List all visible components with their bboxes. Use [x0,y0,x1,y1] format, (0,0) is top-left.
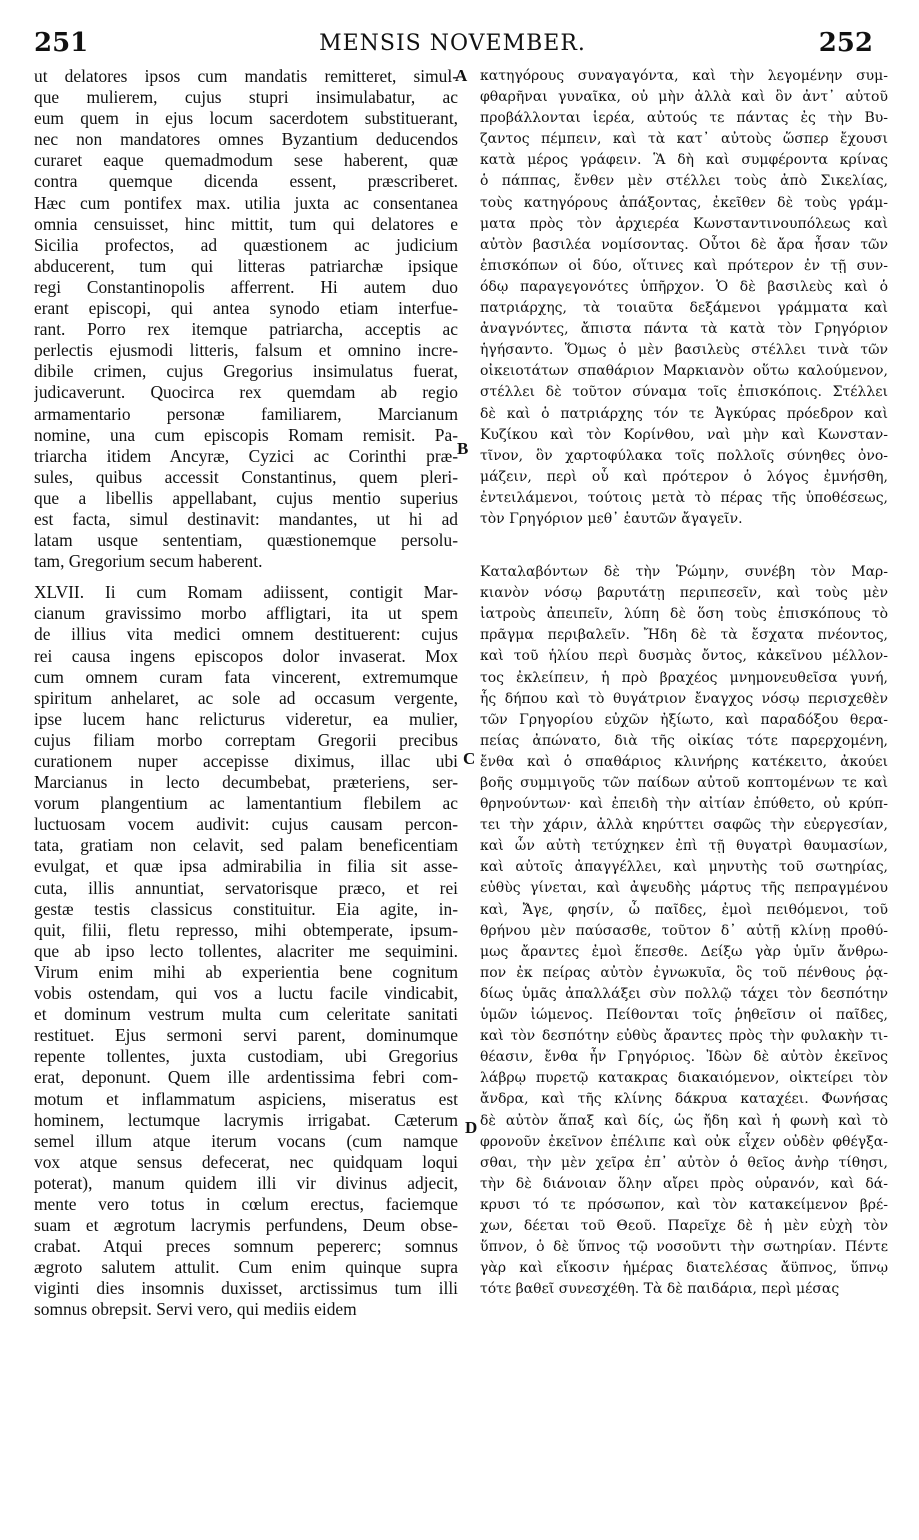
greek-text-line: ἧς δήπου καὶ τὸ θυγάτριον ἔναγχος νόσῳ περισχεθὲν [480,690,888,707]
greek-text-line: ἄνδρα, καὶ τῆς κλίνης δάκρυα καταχέει. Φωνήσας [480,1091,888,1108]
greek-text-line: ὕπνον, ὁ δὲ ὕπνος τῷ νοσοῦντι τὴν σωτηρίαν. Πέντε [480,1239,888,1256]
greek-text-line: ἔνθα καὶ ὁ σπαθάριος κλινήρης κατέκειτο, ἀκούει [480,753,888,770]
greek-column [480,66,888,1300]
latin-text-line: poterat), manum quidem illi vir divinus adjecit, [34,1172,458,1193]
latin-text-line: mente vero totus in cœlum erectus, faciemque [34,1193,458,1214]
greek-text-line: τοὺς κατηγόρους ἀπάξοντας, ἐκεῖθεν δὲ τοὺς γράμ- [480,194,888,211]
latin-text-line: eum quem in ejus locum sacerdotem substituerant, [34,108,458,129]
greek-text-line: τει τὴν χάριν, ἀλλὰ κηρύττει σαφῶς τὴν εὐεργεσίαν, [480,817,888,834]
greek-text-line: Καταλαβόντων δὲ τὴν Ῥώμην, συνέβη τὸν Μαρ- [480,564,888,581]
greek-text-line: δὲ καὶ ὁ πατριάρχης τόν τε Ἀγκύρας πρόεδρον καὶ [480,405,888,422]
latin-text-line: motum et inflammatum aspiciens, miseratus est [34,1088,458,1109]
latin-text-line: cujus filiam morbo correptam Gregorii precibus [34,729,458,750]
greek-text-line: κρυσι τό τε πρόσωπον, καὶ τὸν κατακείμενον βρέ- [480,1196,888,1213]
latin-text-line: curationem nuper accepisse diximus, illac ubi [34,751,458,771]
latin-text-line: omnia censuisset, hinc mittit, tum qui delatores e [34,213,458,234]
greek-text-line: δίως ὑμᾶς ἀπαλλάξει σὺν πολλῷ τάχει τὸν δεσπότην [480,985,888,1002]
greek-text-line: τος ἐκλείπειν, ἡ πρὸ βραχέος μνημονευθεῖσα γυνή, [480,669,888,686]
latin-text-line: dibile crimen, cujus Gregorius insimulatus fuerat, [34,361,458,382]
latin-text-line: judicaverunt. Quocirca rex quemdam ab regio [34,382,458,403]
latin-text-line: contra quemque dicenda essent, præscriberet. [34,171,458,192]
latin-text-line: ipse lucem hanc relicturus videretur, ea mulier, [34,708,458,729]
greek-text-line: προβάλλονται ἱερέα, αὐτούς τε πάντας ἐς τὴν Βυ- [480,110,888,127]
greek-text-line: τῖνον, ὃν χαρτοφύλακα τοῖς πολλοῖς σύνηθες ὀνο- [480,447,888,464]
latin-text-line: erant episcopi, qui antea synodo etiam interfue- [34,298,458,319]
latin-text-line: luctuosam vocem audivit: cujus causam percon- [34,814,458,835]
latin-text-line: triarcha itidem Ancyræ, Cyzici ac Corinthi præ- [34,445,458,466]
latin-text-line: viginti dies insomnis duxisset, arctissimus tum illi [34,1278,458,1299]
latin-text-line: sules, quibus accessit Constantinus, quem pleri- [34,466,458,487]
latin-text-line: Marcianus in lecto decumbebat, præteriens, ser- [34,772,458,793]
greek-text-line: θέασιν, ἔνθα ἦν Γρηγόριος. Ἰδὼν δὲ αὐτὸν ἐκεῖνος [480,1049,888,1066]
paragraph-gap [480,530,888,562]
latin-text-line: semel illum atque iterum vocans (cum namque [34,1130,458,1151]
margin-marker-a: A [455,66,468,85]
latin-text-line: Virum enim mihi ab experientia bene cognitum [34,961,458,982]
latin-text-line: rei causa ingens episcopos dolor invaserat. Mox [34,645,458,666]
greek-text-line: οἰκειοτάτων σπαθάριον Μαρκιανὸν οὕτω καλούμενον, [480,363,888,380]
latin-text-line: tata, gratiam non celavit, sed palam beneficentiam [34,835,458,856]
latin-text-line: curaret eaque quemadmodum sese haberent, quæ [34,150,458,171]
margin-marker-b: B [457,439,469,458]
greek-text-line: πον ἐκ πείρας αὐτὸν ἐγνωκυῖα, ὃς τοῦ πένθους ῥᾳ- [480,964,888,981]
greek-text-line: ἀναγνόντες, ἄπιστα πάντα τὰ κατὰ τὸν Γρηγόριον [480,321,888,338]
latin-text-line: crabat. Atqui preces somnum pepererc; somnus [34,1236,458,1257]
latin-text-line: XLVII. Ii cum Romam adiissent, contigit Mar- [34,582,458,603]
greek-text-line: ἐπισκόπων οἱ δύο, οἵτινες καὶ πρότερον ἐν τῇ συν- [480,257,888,274]
latin-text-line: erat, deponunt. Quem ille ardentissima febri com- [34,1067,458,1088]
latin-text-line: rant. Porro rex itemque patriarcha, acceptis ac [34,319,458,340]
latin-text-line: suam et ægrotum lacrymis perfundens, Deum obse- [34,1215,458,1236]
greek-text-line: τὴν δὲ διάνοιαν ὅλην αἴρει πρὸς οὐρανόν, καὶ δά- [480,1175,888,1192]
greek-text-line: θρήνου μὲν παύσασθε, τοῦτον δ᾽ αὐτῇ κλίνῃ προθύ- [480,922,888,939]
greek-text-line: λάβρῳ πυρετῷ κατακρας διακαιόμενον, οἰκτείρει τὸν [480,1070,888,1087]
latin-text-line: regi Constantinopolis afferrent. Hi autem duo [34,276,458,297]
latin-text-line: vorum plangentium ac lamentantium flebilem ac [34,793,458,814]
latin-text-line: Hæc cum pontifex max. utilia juxta ac consentanea [34,192,458,213]
greek-text-line: σθαι, τὴν μὲν χεῖρα ἐπ᾽ αὐτὸν ὁ θεῖος ἀνὴρ τίθησι, [480,1154,888,1171]
greek-text-line: εὐθὺς γίνεται, καὶ ἀψευδὴς μάρτυς τῆς πεπραγμένου [480,880,888,897]
latin-text-line: nec non mandatores omnes Byzantium deducendos [34,129,458,150]
greek-text-line: ἡγήσαντο. Ὅμως ὁ μὲν βασιλεὺς στέλλει τινὰ τῶν [480,342,888,359]
page-number-right: 252 [818,28,873,58]
greek-text-line: καὶ ὧν αὐτὴ τετύχηκεν ἐπὶ τῇ θυγατρὶ θαυμασίων, [480,838,888,855]
margin-marker-d: D [465,1118,478,1137]
margin-marker-c: C [463,749,476,768]
page-number-left: 251 [34,28,89,58]
greek-text-line: κιανὸν νόσῳ βαρυτάτῃ περιπεσεῖν, καὶ τοὺς μὲν [480,585,888,602]
greek-text-line: πρᾶγμα περιβαλεῖν. Ἤδη δὲ τὰ ἔσχατα πνέοντος, [480,627,888,644]
greek-text-line: φρονοῦν ἐκεῖνον ἐπέλιπε καὶ οὐκ εἶχεν οὐδὲν φθέγξα- [480,1133,888,1150]
latin-column [34,66,458,1321]
latin-text-line: repente tollentes, juxta custodiam, ubi Gregorius [34,1046,458,1067]
greek-text-line: γὰρ καὶ εἴκοσιν ἡμέρας διατελέσας ἄϋπνος, ὕπνῳ [480,1260,888,1277]
greek-text-line: δὲ αὐτὸν ἅπαξ καὶ δίς, ὡς ἤδη καὶ ἡ φωνὴ καὶ τὸ [480,1112,888,1129]
latin-text-line: vox atque sensus defecerat, nec quidquam loqui [34,1151,458,1172]
latin-text-line: tam, Gregorium secum haberent. [34,551,263,572]
latin-text-line: gestæ testis classicus constituitur. Eia agite, in- [34,898,458,919]
greek-text-line: τὸν Γρηγόριον μεθ᾽ ἑαυτῶν ἄγαγεῖν. [480,510,743,527]
latin-text-line: armamentario personæ familiarem, Marcianum [34,403,458,424]
latin-text-line: perlectis ejusmodi litteris, falsum et omnino incre- [34,340,458,361]
latin-text-line: cum omnem curam fata vincerent, extremumque [34,666,458,687]
latin-text-line: nomine, una cum episcopis Romam remisit. Pa- [34,424,458,445]
latin-text-line: hominem, lectumque lacrymis irrigabat. Cæterum [34,1109,458,1130]
greek-text-line: όδῳ παραγεγονότες ὑπῆρχον. Ὁ δὲ βασιλεὺς καὶ ὁ [480,278,888,295]
running-header [30,28,875,64]
greek-text-line: Κυζίκου καὶ τὸν Κορίνθου, ναὶ μὴν καὶ Κωνσταν- [480,426,888,443]
greek-text-line: καὶ, Ἄγε, φησίν, ὦ παῖδες, ἐμοὶ πειθόμενοι, τοῦ [480,901,888,918]
latin-text-line: cuta, illis annuntiat, servatorisque præco, et rei [34,877,458,898]
greek-text-line: χων, δέεται τοῦ Θεοῦ. Παρεῖχε δὲ ἡ μὲν εὐχὴ τὸν [480,1217,888,1234]
greek-text-line: ὁ πάππας, ἔνθεν μὲν στέλλει τοὺς ἀπὸ Σικελίας, [480,173,888,190]
greek-text-line: μάζειν, περὶ οὗ καὶ πρότερον ὁ λόγος ἐμνήσθη, [480,468,888,485]
greek-text-line: καὶ τὸν δεσπότην εὐθὺς ἄραντες πρὸς τὴν φυλακὴν τι- [480,1028,888,1045]
greek-text-line: ὑμῶν ἰώμενος. Πείθονται τοῖς ῥηθεῖσιν οἱ παῖδες, [480,1007,888,1024]
greek-text-line: μως ἄραντες ἐμοὶ ἕπεσθε. Δείξω γὰρ ὑμῖν ἄνθρω- [480,943,888,960]
greek-text-line: πατριάρχης, τὰ τοιαῦτα δεξάμενοι γράμματα καὶ [480,300,888,317]
latin-text-line: que a libellis appellabant, cujus mentio superius [34,487,458,508]
latin-text-line: quit, filii, fletu represso, mihi obtemperate, ipsum- [34,919,458,940]
latin-text-line: evulgat, et quæ ipsa admirabilia in filia sit asse- [34,856,458,877]
greek-text-line: θρηνούντων· καὶ ἐπειδὴ τὴν αἰτίαν ἐπύθετο, οὐ κρύπ- [480,796,888,813]
latin-text-line: ut delatores ipsos cum mandatis remitteret, simul- [34,66,458,86]
latin-text-line: ægroto salutem attulit. Cum enim quinque supra [34,1257,458,1278]
latin-text-line: cianum gravissimo morbo affligtari, ita ut spem [34,603,458,624]
latin-text-line: et dominum vestrum multa cum celeritate sanitati [34,1004,458,1025]
latin-text-line: restituet. Ejus sermoni servi parent, dominumque [34,1025,458,1046]
latin-text-line: de illius vita medici omnem destituerent: cujus [34,624,458,645]
latin-text-line: abducerent, tum qui litteras patriarchæ ipsique [34,255,458,276]
greek-text-line: κατὰ μέρος γράφειν. Ἃ δὴ καὶ συμφέροντα κρίνας [480,152,888,169]
greek-text-line: τότε βαθεῖ συνεσχέθη. Τὰ δὲ παιδάρια, περὶ μέσας [480,1281,840,1298]
greek-text-line: πείας ἀπώνατο, διὰ τῆς οἰκίας τότε παρερχομένη, [480,732,888,749]
latin-text-line: est facta, simul destinavit: mandantes, ut hi ad [34,508,458,529]
greek-text-line: στέλλει δὲ τοῦτον σύναμα τοῖς ἐπισκόποις. Στέλλει [480,384,888,401]
greek-text-line: ἐντειλάμενοι, τούτοις μετὰ τὸ πέρας τῆς ὑποθέσεως, [480,489,888,506]
running-title: MENSIS NOVEMBER. [319,31,586,56]
latin-text-line: que mulierem, cujus stupri insimulabatur, ac [34,87,458,108]
greek-text-line: καὶ τοῦ ἡλίου περὶ δυσμὰς ὄντος, κἀκεῖνου μέλλον- [480,648,888,665]
greek-text-line: κατηγόρους συναγαγόντα, καὶ τὴν λεγομένην συμ- [480,68,888,84]
paragraph-gap [34,572,458,582]
greek-text-line: βοῆς συμμιγοῦς τῶν παίδων αὐτοῦ κοπτομένων τε καὶ [480,775,888,791]
greek-text-line: αὐτὸν βασιλέα νομίσοντας. Οὗτοι δὲ ἄρα ἦσαν τῶν [480,236,888,253]
greek-text-line: φθαρῆναι γυναῖκα, οὐ μὴν ἀλλὰ καὶ ὃν ἀντ᾽ αὐτοῦ [480,89,888,106]
greek-text-line: ζαντος πέμπειν, καὶ τὰ κατ᾽ αὐτοὺς ὥσπερ ἔχουσι [480,131,888,148]
latin-text-line: vobis ostendam, qui vos a luctu facile vindicabit, [34,983,458,1004]
greek-text-line: καὶ αὐτοῖς ἀπαγγέλλει, καὶ μηνυτὴς τοῦ σωτηρίας, [480,859,888,876]
latin-text-line: Sicilia profectos, ad quæstionem ac judicium [34,234,458,255]
latin-text-line: somnus obrepsit. Servi vero, qui mediis eidem [34,1299,357,1320]
latin-text-line: spiritum anhelaret, ac sole ad occasum vergente, [34,687,458,708]
latin-text-line: que ab ipso lecto tollentes, alacriter me sequimini. [34,940,458,961]
greek-text-line: τῶν Γρηγορίου εὐχῶν ἠξίωτο, καὶ παραδόξου θερα- [480,711,888,728]
greek-text-line: ἰατροὺς ἀπειπεῖν, λύπη δὲ ὅση τοὺς ἐπισκόπους τὸ [480,606,888,623]
latin-text-line: latam usque sententiam, quæstionemque persolu- [34,530,458,551]
greek-text-line: ματα πρὸς τὸν ἀρχιερέα Κωνσταντινουπόλεως καὶ [480,215,888,232]
